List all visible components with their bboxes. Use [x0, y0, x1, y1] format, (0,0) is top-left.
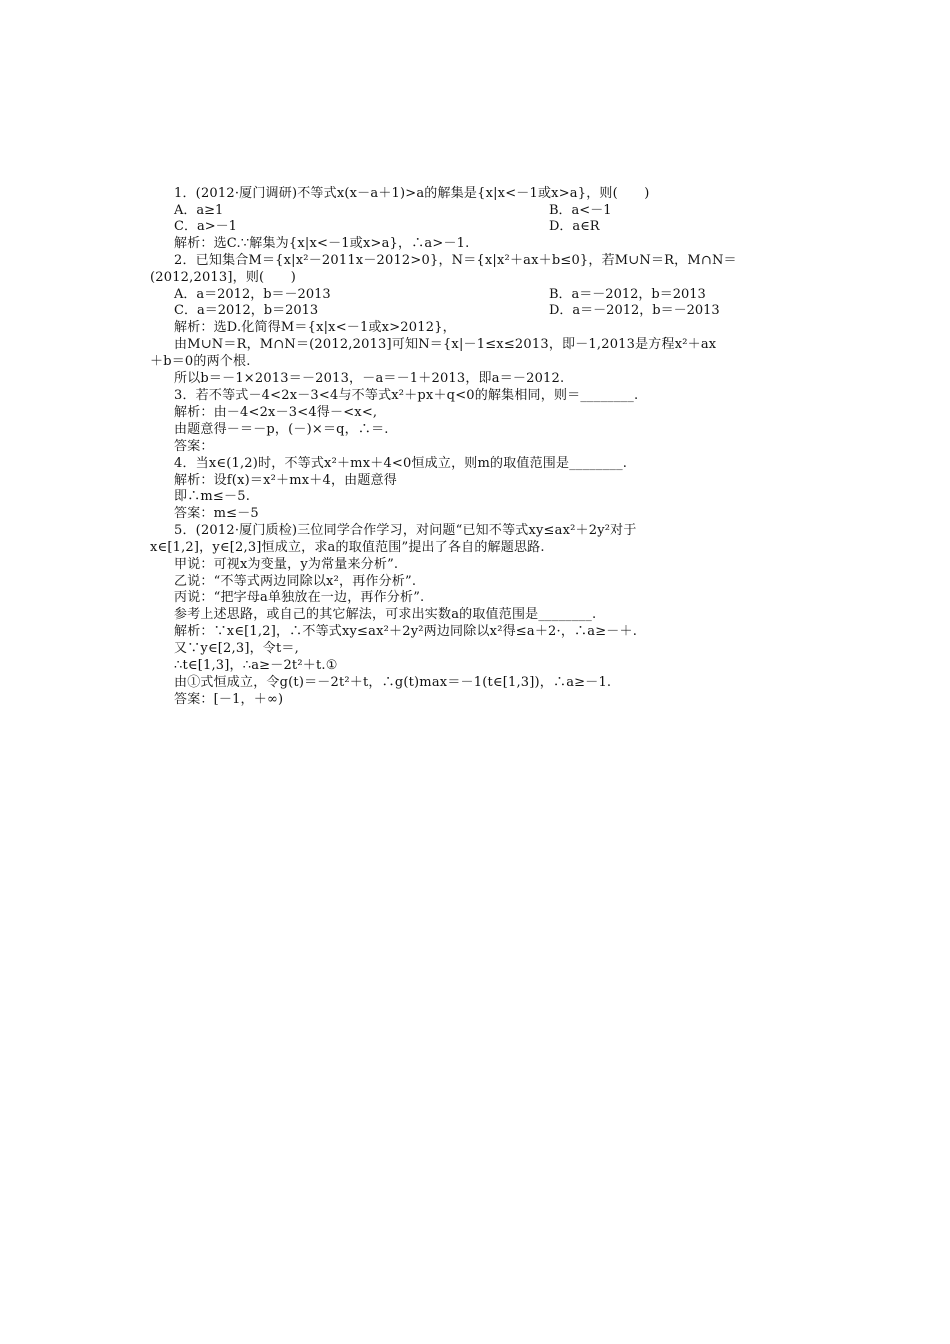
problem-5-analysis-line-2: 又∵y∈[2,3]，令t＝,	[174, 641, 299, 656]
problem-1-option-b: B．a<－1	[549, 203, 612, 218]
problem-5-yi-says: 乙说：“不等式两边同除以x²，再作分析”.	[174, 574, 417, 589]
problem-5-analysis-line-4: 由①式恒成立，令g(t)＝－2t²＋t，∴g(t)max＝－1(t∈[1,3])，∴a≥－1.	[174, 675, 612, 690]
problem-5-bing-says: 丙说：“把字母a单独放在一边，再作分析”.	[174, 590, 425, 605]
problem-1-stem: 1．(2012·厦门调研)不等式x(x－a＋1)>a的解集是{x|x<－1或x>a}，则( )	[174, 186, 650, 201]
problem-4-stem: 4．当x∈(1,2)时，不等式x²＋mx＋4<0恒成立，则m的取值范围是________.	[174, 456, 628, 471]
problem-5-analysis-line-1: 解析：∵x∈[1,2]，∴不等式xy≤ax²＋2y²两边同除以x²得≤a＋2·，∴a≥－＋.	[174, 624, 638, 639]
problem-2-stem-line-1: 2．已知集合M＝{x|x²－2011x－2012>0}，N＝{x|x²＋ax＋b≤0}，若M∪N＝R，M∩N＝	[174, 253, 737, 268]
problem-5-answer: 答案：[－1，＋∞)	[174, 692, 284, 707]
problem-5-analysis-line-3: ∴t∈[1,3]，∴a≥－2t²＋t.①	[174, 658, 338, 673]
problem-2-option-a: A．a＝2012，b＝－2013	[174, 287, 331, 302]
problem-3-analysis-line-1: 解析：由－4<2x－3<4得－<x<,	[174, 405, 378, 420]
problem-2-option-c: C．a＝2012，b＝2013	[174, 303, 319, 318]
problem-3-answer: 答案：	[174, 439, 214, 454]
problem-1-option-c: C．a>－1	[174, 219, 237, 234]
problem-3-analysis-line-2: 由题意得－＝－p，(－)×＝q，∴＝.	[174, 422, 389, 437]
problem-5-stem-line-1: 5．(2012·厦门质检)三位同学合作学习，对问题“已知不等式xy≤ax²＋2y²对于	[174, 523, 637, 538]
problem-4-analysis-line-1: 解析：设f(x)＝x²＋mx＋4，由题意得	[174, 473, 397, 488]
problem-5-question: 参考上述思路，或自己的其它解法，可求出实数a的取值范围是________.	[174, 607, 597, 622]
problem-3-stem: 3．若不等式－4<2x－3<4与不等式x²＋px＋q<0的解集相同，则＝________.	[174, 388, 639, 403]
problem-2-analysis-line-3: ＋b＝0的两个根.	[150, 354, 251, 369]
problem-2-analysis-line-1: 解析：选D.化简得M＝{x|x<－1或x>2012}，	[174, 320, 456, 335]
problem-1-analysis: 解析：选C.∵解集为{x|x<－1或x>a}，∴a>－1.	[174, 236, 470, 251]
problem-2-option-d: D．a＝－2012，b＝－2013	[549, 303, 720, 318]
problem-1-option-a: A．a≥1	[174, 203, 224, 218]
problem-4-answer: 答案：m≤－5	[174, 506, 259, 521]
problem-2-stem-line-2: (2012,2013]，则( )	[150, 270, 296, 285]
problem-4-analysis-line-2: 即∴m≤－5.	[174, 489, 251, 504]
problem-5-jia-says: 甲说：可视x为变量，y为常量来分析”.	[174, 557, 399, 572]
problem-2-option-b: B．a＝－2012，b＝2013	[549, 287, 706, 302]
problem-2-analysis-line-4: 所以b＝－1×2013＝－2013，－a＝－1＋2013，即a＝－2012.	[174, 371, 565, 386]
problem-5-stem-line-2: x∈[1,2]，y∈[2,3]恒成立，求a的取值范围”提出了各自的解题思路.	[150, 540, 545, 555]
problem-2-analysis-line-2: 由M∪N＝R，M∩N＝(2012,2013]可知N＝{x|－1≤x≤2013，即－1,2013是方程x²＋ax	[174, 337, 717, 352]
problem-1-option-d: D．a∈R	[549, 219, 600, 234]
